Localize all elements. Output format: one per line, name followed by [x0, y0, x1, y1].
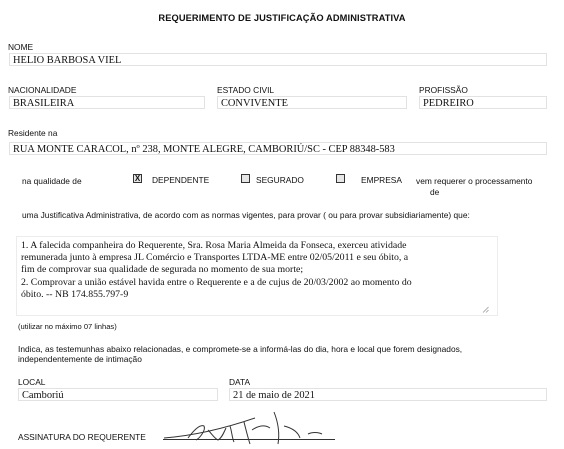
- justificativa-line: óbito. -- NB 174.855.797-9: [21, 288, 129, 300]
- segurado-checkbox[interactable]: [241, 174, 250, 183]
- nacionalidade-field[interactable]: BRASILEIRA: [9, 96, 205, 109]
- resize-handle-icon[interactable]: [482, 306, 489, 313]
- vem-requerer-text: vem requerer o processamento: [416, 176, 533, 186]
- local-field[interactable]: Camboriú: [18, 388, 218, 401]
- data-field[interactable]: 21 de maio de 2021: [229, 388, 547, 401]
- form-title: REQUERIMENTO DE JUSTIFICAÇÃO ADMINISTRATIVA: [158, 13, 406, 23]
- profissao-label: PROFISSÃO: [419, 85, 468, 95]
- de-text: de: [430, 187, 440, 197]
- dependente-label: DEPENDENTE: [152, 175, 210, 185]
- justificativa-line: 1. A falecida companheira do Requerente, Sra. Rosa Maria Almeida da Fonseca, exerceu atividade: [21, 240, 407, 251]
- max-lines-note: (utilizar no máximo 07 linhas): [18, 322, 117, 331]
- residente-label: Residente na: [8, 128, 58, 138]
- dependente-checkbox[interactable]: X: [134, 174, 141, 183]
- justificativa-line: 2. Comprovar a união estável havida entre o Requerente e a de cujus de 20/03/2002 ao momento do: [21, 276, 412, 288]
- estado-civil-field[interactable]: CONVIVENTE: [217, 96, 407, 109]
- justificativa-intro: uma Justificativa Administrativa, de acordo com as normas vigentes, para provar ( ou para provar subsidiariamente) que:: [22, 210, 470, 220]
- testemunhas-text-1: Indica, as testemunhas abaixo relacionadas, e compromete-se a informá-las do dia, hora e local que forem designados,: [18, 344, 463, 354]
- empresa-label: EMPRESA: [361, 175, 402, 185]
- nome-field[interactable]: HELIO BARBOSA VIEL: [9, 53, 547, 66]
- local-label: LOCAL: [18, 377, 46, 387]
- estado-civil-label: ESTADO CIVIL: [217, 85, 275, 95]
- residente-field[interactable]: RUA MONTE CARACOL, nº 238, MONTE ALEGRE, CAMBORIÚ/SC - CEP 88348-583: [9, 142, 547, 155]
- empresa-checkbox[interactable]: [336, 174, 345, 183]
- qualidade-label: na qualidade de: [22, 176, 82, 186]
- segurado-label: SEGURADO: [256, 175, 304, 185]
- justificativa-line: fim de comprovar sua qualidade de segurada no momento de sua morte;: [21, 264, 304, 276]
- testemunhas-text-2: independentemente de intimação: [18, 354, 142, 364]
- data-label: DATA: [229, 377, 251, 387]
- handwritten-signature: [160, 408, 340, 448]
- justificativa-line: remunerada junto à empresa JL Comércio e Transportes LTDA-ME entre 02/05/2011 e seu óbito, a: [21, 252, 409, 264]
- profissao-field[interactable]: PEDREIRO: [419, 96, 547, 109]
- justificativa-textarea[interactable]: [16, 236, 498, 316]
- assinatura-label: ASSINATURA DO REQUERENTE: [18, 432, 146, 442]
- nacionalidade-label: NACIONALIDADE: [8, 85, 77, 95]
- nome-label: NOME: [8, 42, 34, 52]
